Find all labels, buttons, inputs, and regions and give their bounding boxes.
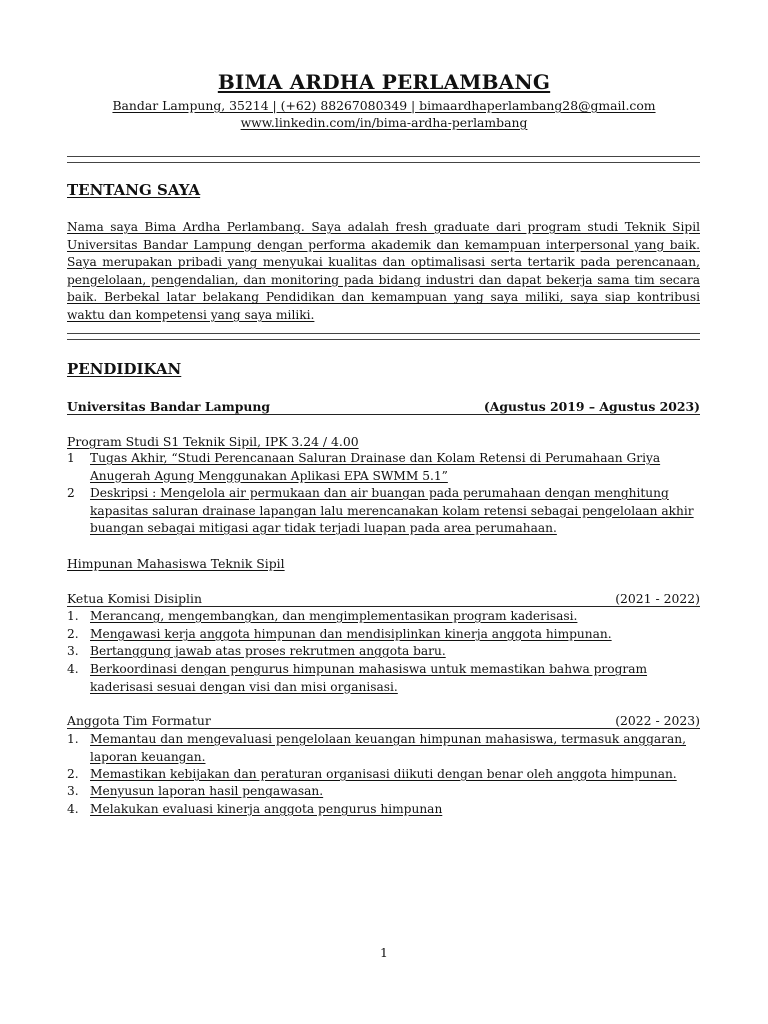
education-heading: PENDIDIKAN <box>67 360 182 378</box>
list-item <box>67 643 700 661</box>
list-item <box>67 783 700 801</box>
list-number: 2. <box>67 627 79 641</box>
section-divider <box>67 333 700 340</box>
list-number: 2 <box>67 486 75 500</box>
list-number: 3. <box>67 644 79 658</box>
study-program: Program Studi S1 Teknik Sipil, IPK 3.24 / 4.00 <box>67 434 359 449</box>
list-item <box>67 731 700 766</box>
role-title: Anggota Tim Formatur <box>67 713 211 728</box>
university-name: Universitas Bandar Lampung <box>67 399 271 414</box>
role-period: (2021 - 2022) <box>615 591 700 606</box>
list-text: Mengawasi kerja anggota himpunan dan mendisiplinkan kinerja anggota himpunan. <box>90 627 612 641</box>
list-item <box>67 801 700 819</box>
page-number: 1 <box>380 945 388 960</box>
list-item <box>67 450 700 485</box>
role-row <box>67 591 700 607</box>
linkedin-link[interactable]: www.linkedin.com/in/bima-ardha-perlambang <box>240 115 528 130</box>
list-text: Menyusun laporan hasil pengawasan. <box>90 784 324 798</box>
list-number: 4. <box>67 662 79 676</box>
list-item <box>67 485 700 538</box>
list-text: Berkoordinasi dengan pengurus himpunan mahasiswa untuk memastikan bahwa program kaderisasi sesuai dengan visi dan misi organisasi. <box>90 662 648 694</box>
section-divider <box>67 156 700 163</box>
organization-name: Himpunan Mahasiswa Teknik Sipil <box>67 556 285 571</box>
list-item <box>67 608 700 626</box>
list-number: 1. <box>67 732 79 746</box>
list-text: Deskripsi : Mengelola air permukaan dan air buangan pada perumahaan dengan menghitung kapasitas saluran drainase lapangan lalu merencanakan kolam retensi sebagai pengelolaan akhir buangan sebagai mitigasi agar tidak terjadi luapan pada area perumahaan. <box>90 486 694 535</box>
list-number: 2. <box>67 767 79 781</box>
list-number: 3. <box>67 784 79 798</box>
list-text: Memastikan kebijakan dan peraturan organisasi diikuti dengan benar oleh anggota himpunan. <box>90 767 677 781</box>
list-item <box>67 766 700 784</box>
list-number: 1. <box>67 609 79 623</box>
list-text: Tugas Akhir, “Studi Perencanaan Saluran Drainase dan Kolam Retensi di Perumahaan Griya Anugerah Agung Menggunakan Aplikasi EPA SWMM 5.1” <box>90 451 661 483</box>
about-paragraph: Nama saya Bima Ardha Perlambang. Saya adalah fresh graduate dari program studi Teknik Sipil Universitas Bandar Lampung dengan performa akademik dan kemampuan interpersonal yang baik. Saya merupakan pribadi yang menyukai kualitas dan optimalisasi serta tertarik pada perencanaan, pengelolaan, pengendalian, dan monitoring pada bidang industri dan dapat bekerja sama tim secara baik. Berbekal latar belakang Pendidikan dan kemampuan yang saya miliki, saya siap kontribusi waktu dan kompetensi yang saya miliki. <box>67 220 700 322</box>
university-period: (Agustus 2019 – Agustus 2023) <box>483 399 700 414</box>
list-item <box>67 661 700 696</box>
role-row <box>67 713 700 729</box>
list-text: Merancang, mengembangkan, dan mengimplementasikan program kaderisasi. <box>90 609 578 623</box>
about-heading: TENTANG SAYA <box>67 181 201 199</box>
candidate-name: BIMA ARDHA PERLAMBANG <box>217 70 551 94</box>
role-period: (2022 - 2023) <box>615 713 700 728</box>
list-text: Melakukan evaluasi kinerja anggota pengurus himpunan <box>90 802 443 816</box>
list-item <box>67 626 700 644</box>
list-text: Memantau dan mengevaluasi pengelolaan keuangan himpunan mahasiswa, termasuk anggaran, laporan keuangan. <box>90 732 686 764</box>
role-title: Ketua Komisi Disiplin <box>67 591 202 606</box>
university-row <box>67 399 700 415</box>
list-number: 4. <box>67 802 79 816</box>
contact-line[interactable]: Bandar Lampung, 35214 | (+62) 88267080349 | bimaardhaperlambang28@gmail.com <box>112 98 656 113</box>
list-number: 1 <box>67 451 75 465</box>
list-text: Bertanggung jawab atas proses rekrutmen anggota baru. <box>90 644 446 658</box>
